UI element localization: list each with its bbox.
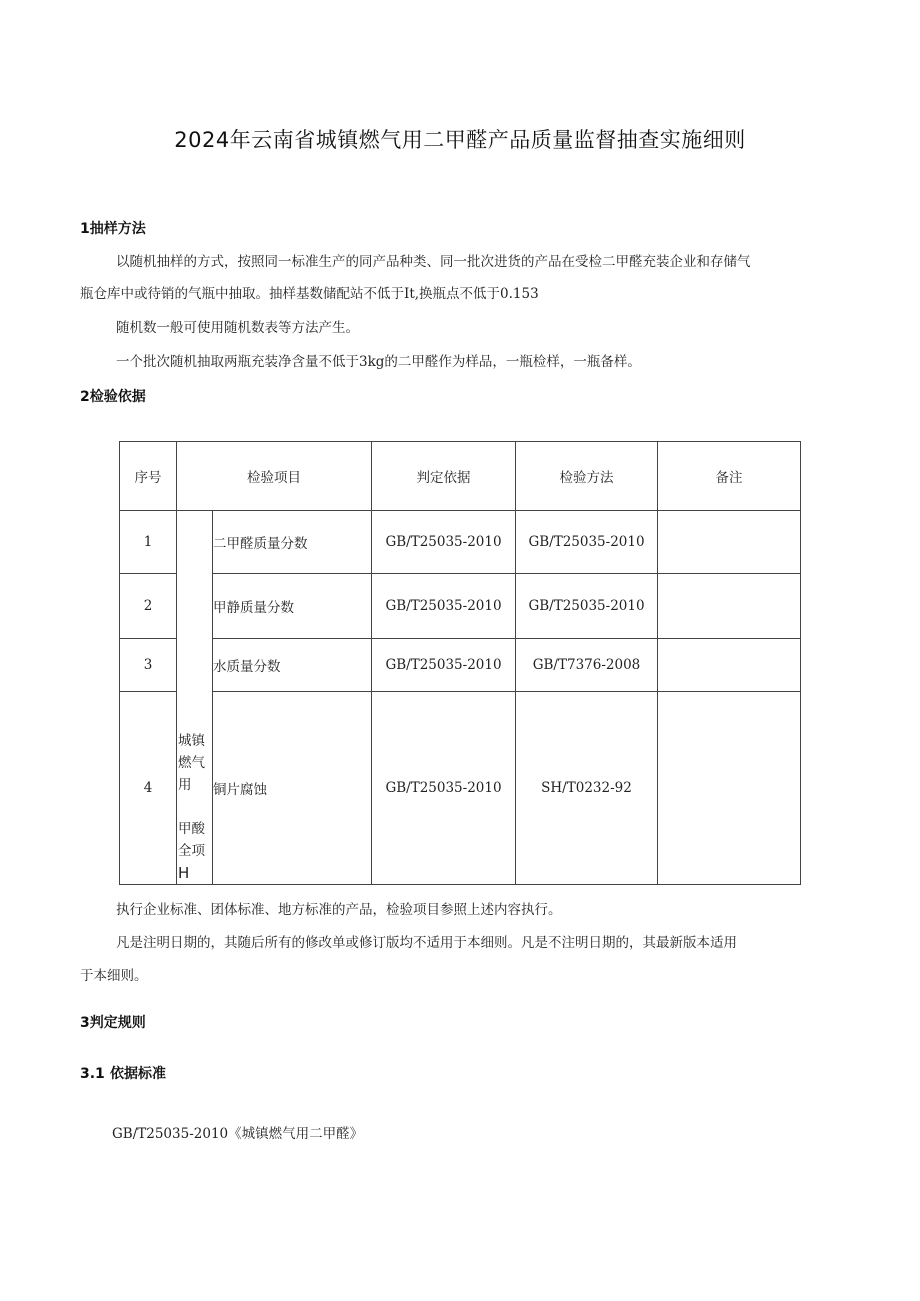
table-row <box>120 692 801 885</box>
section-1-paragraph-1-line-1: 以随机抽样的方式，按照同一标准生产的同产品种类、同一批次进货的产品在受检二甲醛充装企业和存储气 <box>116 254 751 270</box>
section-2-note-2-line-1: 凡是注明日期的，其随后所有的修改单或修订版均不适用于本细则。凡是不注明日期的，其最新版本适用 <box>116 935 737 951</box>
section-2-note-1: 执行企业标准、团体标准、地方标准的产品，检验项目参照上述内容执行。 <box>116 902 562 918</box>
row-remark <box>658 574 801 639</box>
category-line-3: 用 <box>178 777 192 793</box>
row-method: SH/T0232-92 <box>516 692 658 885</box>
section-1-heading: 1抽样方法 <box>80 221 146 237</box>
header-method: 检验方法 <box>516 442 658 511</box>
category-line-4: 甲酸 <box>178 821 205 837</box>
inspection-table <box>119 441 801 885</box>
table-header-row <box>120 442 801 511</box>
header-remark: 备注 <box>658 442 801 511</box>
row-seq: 2 <box>120 574 177 639</box>
header-item: 检验项目 <box>177 442 372 511</box>
section-3-heading: 3判定规则 <box>80 1015 146 1031</box>
table-row <box>120 574 801 639</box>
section-1-paragraph-1-line-2: 瓶仓库中或待销的气瓶中抽取。抽样基数储配站不低于It,换瓶点不低于0.153 <box>80 286 539 302</box>
row-seq: 4 <box>120 692 177 885</box>
row-basis: GB/T25035-2010 <box>372 574 516 639</box>
section-2-note-2-line-2: 于本细则。 <box>80 968 148 984</box>
row-remark <box>658 639 801 692</box>
table-row <box>120 639 801 692</box>
page-title: 2024年云南省城镇燃气用二甲醛产品质量监督抽查实施细则 <box>174 128 746 152</box>
section-1-paragraph-3: 一个批次随机抽取两瓶充装净含量不低于3kg的二甲醛作为样品，一瓶检样，一瓶备样。 <box>116 354 641 370</box>
category-line-6: H <box>178 864 190 882</box>
row-basis: GB/T25035-2010 <box>372 692 516 885</box>
section-2-heading: 2检验依据 <box>80 389 146 405</box>
row-item: 甲静质量分数 <box>213 574 372 639</box>
row-method: GB/T25035-2010 <box>516 574 658 639</box>
row-item: 铜片腐蚀 <box>213 692 372 885</box>
section-3-1-title: 依据标准 <box>110 1066 166 1082</box>
row-remark <box>658 692 801 885</box>
row-remark <box>658 511 801 574</box>
category-line-5: 全项 <box>178 843 205 859</box>
row-method: GB/T25035-2010 <box>516 511 658 574</box>
section-1-paragraph-2: 随机数一般可使用随机数表等方法产生。 <box>116 320 359 336</box>
standard-reference: GB/T25035-2010《城镇燃气用二甲醛》 <box>112 1126 364 1142</box>
table-row <box>120 511 801 574</box>
section-3-1-number: 3.1 <box>80 1066 105 1082</box>
row-method: GB/T7376-2008 <box>516 639 658 692</box>
row-basis: GB/T25035-2010 <box>372 639 516 692</box>
category-line-1: 城镇 <box>178 733 205 749</box>
row-seq: 1 <box>120 511 177 574</box>
header-basis: 判定依据 <box>372 442 516 511</box>
row-seq: 3 <box>120 639 177 692</box>
category-cell <box>177 511 213 885</box>
row-basis: GB/T25035-2010 <box>372 511 516 574</box>
row-item: 水质量分数 <box>213 639 372 692</box>
category-line-2: 燃气 <box>178 755 205 771</box>
header-seq: 序号 <box>120 442 177 511</box>
section-3-1-heading <box>80 1063 166 1083</box>
row-item: 二甲醛质量分数 <box>213 511 372 574</box>
